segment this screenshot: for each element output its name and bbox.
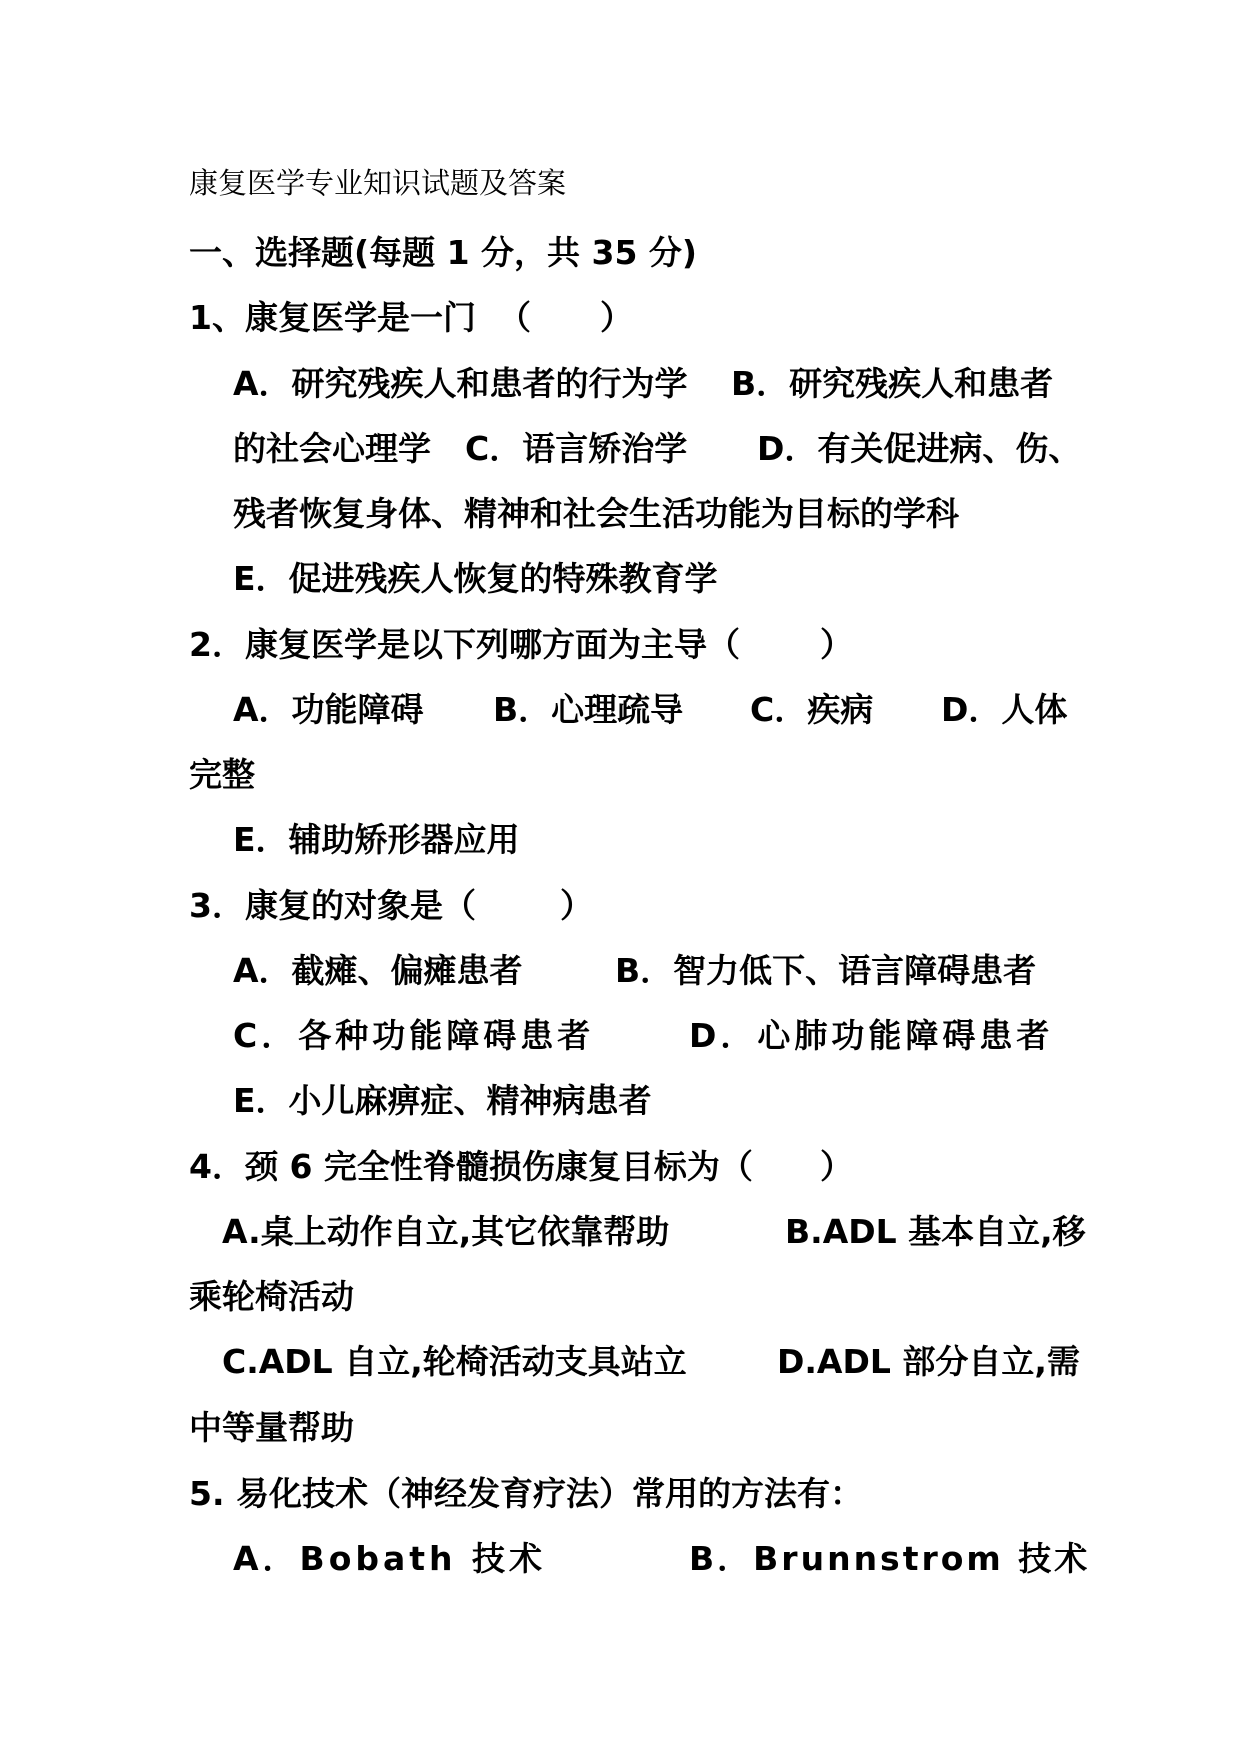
question-1-answer-blank-close: ）	[600, 298, 633, 337]
question-2-option-c: C．疾病	[750, 690, 874, 729]
question-2-options-line-1	[0, 688, 1241, 732]
question-5-stem-line	[0, 1472, 1241, 1516]
document-title: 康复医学专业知识试题及答案	[189, 166, 567, 200]
question-4-options-line-4	[0, 1406, 1241, 1450]
question-4-options-line-2	[0, 1275, 1241, 1319]
question-3-stem-line	[0, 884, 1241, 928]
question-4-option-b: B.ADL 基本自立,移	[785, 1212, 1086, 1251]
question-2-stem-line	[0, 623, 1241, 667]
question-4-option-d-continued: 中等量帮助	[189, 1408, 354, 1447]
question-2-option-e: E．辅助矫形器应用	[233, 820, 520, 859]
question-1-option-b: B．研究残疾人和患者	[731, 364, 1054, 403]
question-1-options-line-1	[0, 362, 1241, 406]
question-4-option-a: A.桌上动作自立,其它依靠帮助	[222, 1212, 670, 1251]
question-2-stem-group	[189, 623, 740, 667]
question-1-options-line-4	[0, 557, 1241, 601]
question-4-stem-line	[0, 1145, 1241, 1189]
question-1-answer-blank-open: （	[497, 298, 531, 337]
question-3-option-d: D．心肺功能障碍患者	[689, 1016, 1054, 1055]
question-2-option-a: A．功能障碍	[233, 690, 424, 729]
question-4-answer-blank-open: （	[719, 1147, 753, 1186]
question-3-options-line-2	[0, 1014, 1241, 1058]
question-5-options-line-1	[0, 1537, 1241, 1581]
question-3-option-e: E．小儿麻痹症、精神病患者	[233, 1081, 652, 1120]
question-1-stem-line	[0, 296, 1241, 340]
question-3-answer-blank-close: ）	[560, 886, 593, 925]
question-2-options-line-3	[0, 818, 1241, 862]
question-2-option-d-continued: 完整	[189, 755, 255, 794]
question-1-option-d: D．有关促进病、伤、	[757, 429, 1082, 468]
question-3-option-a: A．截瘫、偏瘫患者	[233, 951, 523, 990]
question-1-option-c: C．语言矫治学	[465, 429, 688, 468]
question-2-option-d: D．人体	[941, 690, 1068, 729]
question-3-answer-blank-open: （	[442, 886, 476, 925]
question-4-options-line-3	[0, 1340, 1241, 1384]
question-1-option-b-continued: 的社会心理学	[233, 429, 431, 468]
question-1-option-e: E．促进残疾人恢复的特殊教育学	[233, 559, 718, 598]
section-heading: 一、选择题(每题 1 分，共 35 分)	[189, 233, 698, 272]
question-3-stem: 3．康复的对象是	[189, 886, 443, 925]
question-4-option-d: D.ADL 部分自立,需	[777, 1342, 1080, 1381]
question-2-stem: 2．康复医学是以下列哪方面为主导	[189, 625, 707, 664]
question-5-option-b: B．Brunnstrom 技术	[689, 1539, 1091, 1578]
question-5-stem: 5. 易化技术（神经发育疗法）常用的方法有：	[189, 1474, 863, 1513]
question-4-option-b-continued: 乘轮椅活动	[189, 1277, 354, 1316]
question-5-option-a: A．Bobath 技术	[233, 1539, 547, 1578]
question-3-stem-group	[189, 884, 476, 928]
question-3-option-c: C．各种功能障碍患者	[233, 1016, 595, 1055]
question-2-options-line-2	[0, 753, 1241, 797]
question-3-options-line-1	[0, 949, 1241, 993]
question-4-options-line-1	[0, 1210, 1241, 1254]
question-1-option-a: A．研究残疾人和患者的行为学	[233, 364, 688, 403]
question-1-stem-group	[189, 296, 531, 340]
question-2-answer-blank-open: （	[706, 625, 740, 664]
question-1-options-line-2	[0, 427, 1241, 471]
question-1-options-line-3	[0, 492, 1241, 536]
question-4-option-c: C.ADL 自立,轮椅活动支具站立	[222, 1342, 687, 1381]
question-2-answer-blank-close: ）	[820, 625, 853, 664]
question-1-option-d-continued: 残者恢复身体、精神和社会生活功能为目标的学科	[233, 494, 959, 533]
question-4-stem: 4．颈 6 完全性脊髓损伤康复目标为	[189, 1147, 720, 1186]
question-3-options-line-3	[0, 1079, 1241, 1123]
question-4-answer-blank-close: ）	[820, 1147, 853, 1186]
question-1-stem: 1、康复医学是一门	[189, 298, 476, 337]
question-3-option-b: B．智力低下、语言障碍患者	[615, 951, 1037, 990]
question-4-stem-group	[189, 1145, 753, 1189]
question-2-option-b: B．心理疏导	[493, 690, 684, 729]
